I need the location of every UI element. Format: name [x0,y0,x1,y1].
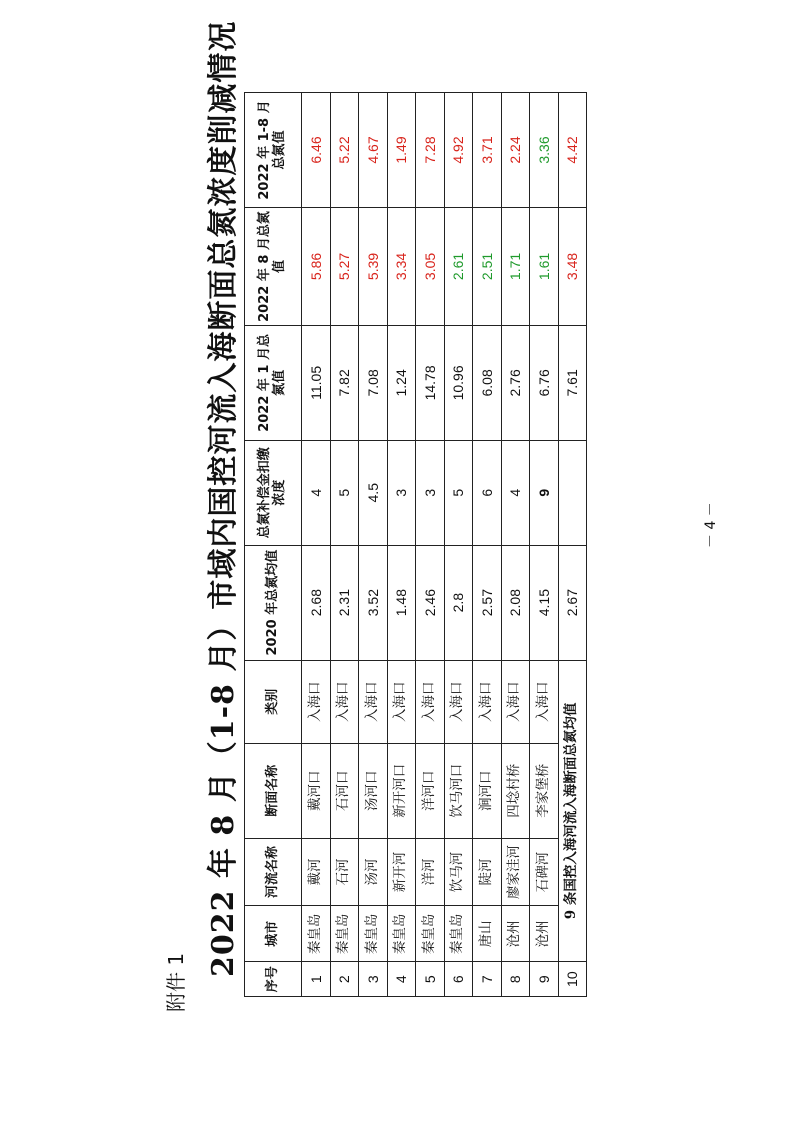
cell-avg2020: 2.68 [302,545,331,660]
cell-type: 入海口 [416,660,445,743]
cell-jan2022: 1.24 [387,325,416,440]
cell-city: 秦皇岛 [330,906,359,962]
cell-section: 洋河口 [416,743,445,838]
cell-no: 5 [416,962,445,997]
cell-river: 饮马河 [444,838,473,906]
header-river: 河流名称 [245,838,302,906]
cell-compensation: 5 [330,440,359,545]
cell-avg2020: 1.48 [387,545,416,660]
cell-no: 2 [330,962,359,997]
cell-ytd2022: 2.24 [501,93,530,208]
header-type: 类别 [245,660,302,743]
cell-river: 戴河 [302,838,331,906]
cell-compensation: 3 [387,440,416,545]
cell-type: 入海口 [330,660,359,743]
cell-aug2022: 1.61 [530,208,559,326]
header-ytd2022: 2022 年 1-8 月总氮值 [245,93,302,208]
cell-avg2020: 2.08 [501,545,530,660]
cell-compensation: 5 [444,440,473,545]
summary-aug2022: 3.48 [558,208,587,326]
cell-jan2022: 7.08 [359,325,388,440]
cell-section: 李家堡桥 [530,743,559,838]
cell-aug2022: 3.05 [416,208,445,326]
header-city: 城市 [245,906,302,962]
page-number: － 4 － [703,502,719,548]
summary-row [558,93,587,997]
cell-jan2022: 6.76 [530,325,559,440]
summary-compensation [558,440,587,545]
cell-aug2022: 5.86 [302,208,331,326]
header-compensation: 总氮补偿金扣缴浓度 [245,440,302,545]
cell-ytd2022: 1.49 [387,93,416,208]
summary-avg2020: 2.67 [558,545,587,660]
cell-aug2022: 5.27 [330,208,359,326]
cell-no: 7 [473,962,502,997]
table-row [501,93,530,997]
table-body [302,93,587,997]
nitrogen-reduction-table [244,92,587,997]
cell-section: 戴河口 [302,743,331,838]
cell-jan2022: 2.76 [501,325,530,440]
cell-ytd2022: 5.22 [330,93,359,208]
cell-avg2020: 2.57 [473,545,502,660]
cell-type: 入海口 [302,660,331,743]
table-row [387,93,416,997]
cell-no: 6 [444,962,473,997]
table-row [530,93,559,997]
cell-aug2022: 1.71 [501,208,530,326]
cell-aug2022: 2.51 [473,208,502,326]
cell-compensation: 3 [416,440,445,545]
rotated-page-content [160,20,780,1012]
header-avg2020: 2020 年总氮均值 [245,545,302,660]
table-row [302,93,331,997]
table-row [330,93,359,997]
cell-river: 廖家洼河 [501,838,530,906]
cell-compensation: 4 [501,440,530,545]
cell-avg2020: 2.46 [416,545,445,660]
cell-ytd2022: 3.36 [530,93,559,208]
cell-aug2022: 2.61 [444,208,473,326]
cell-type: 入海口 [530,660,559,743]
cell-no: 9 [530,962,559,997]
summary-jan2022: 7.61 [558,325,587,440]
cell-aug2022: 3.34 [387,208,416,326]
cell-compensation: 9 [530,440,559,545]
cell-section: 四埝村桥 [501,743,530,838]
header-no: 序号 [245,962,302,997]
cell-ytd2022: 6.46 [302,93,331,208]
cell-city: 秦皇岛 [359,906,388,962]
table-row [473,93,502,997]
cell-type: 入海口 [473,660,502,743]
cell-jan2022: 14.78 [416,325,445,440]
cell-jan2022: 10.96 [444,325,473,440]
cell-compensation: 6 [473,440,502,545]
cell-city: 秦皇岛 [444,906,473,962]
cell-type: 入海口 [359,660,388,743]
summary-ytd2022: 4.42 [558,93,587,208]
summary-label: 9 条国控入海河流入海断面总氮均值 [558,660,587,962]
cell-city: 沧州 [501,906,530,962]
cell-ytd2022: 3.71 [473,93,502,208]
cell-river: 石碑河 [530,838,559,906]
cell-section: 饮马河口 [444,743,473,838]
attachment-label: 附件 1 [164,952,188,1012]
cell-ytd2022: 7.28 [416,93,445,208]
cell-avg2020: 3.52 [359,545,388,660]
cell-avg2020: 2.31 [330,545,359,660]
cell-avg2020: 4.15 [530,545,559,660]
cell-aug2022: 5.39 [359,208,388,326]
cell-city: 秦皇岛 [302,906,331,962]
cell-jan2022: 11.05 [302,325,331,440]
table-row [359,93,388,997]
cell-city: 秦皇岛 [416,906,445,962]
table-row [416,93,445,997]
cell-city: 秦皇岛 [387,906,416,962]
cell-river: 石河 [330,838,359,906]
cell-jan2022: 7.82 [330,325,359,440]
cell-city: 唐山 [473,906,502,962]
cell-ytd2022: 4.92 [444,93,473,208]
cell-ytd2022: 4.67 [359,93,388,208]
cell-type: 入海口 [501,660,530,743]
table-header-row [245,93,302,997]
cell-city: 沧州 [530,906,559,962]
header-jan2022: 2022 年 1 月总氮值 [245,325,302,440]
cell-section: 石河口 [330,743,359,838]
cell-river: 陡河 [473,838,502,906]
header-aug2022: 2022 年 8 月总氮值 [245,208,302,326]
cell-river: 洋河 [416,838,445,906]
header-section: 断面名称 [245,743,302,838]
cell-no: 8 [501,962,530,997]
page-title: 2022 年 8 月（1-8 月）市域内国控河流入海断面总氮浓度削减情况 [206,20,241,977]
cell-section: 涧河口 [473,743,502,838]
cell-compensation: 4 [302,440,331,545]
cell-compensation: 4.5 [359,440,388,545]
cell-type: 入海口 [444,660,473,743]
cell-type: 入海口 [387,660,416,743]
cell-river: 汤河 [359,838,388,906]
cell-jan2022: 6.08 [473,325,502,440]
table-row [444,93,473,997]
cell-river: 新开河 [387,838,416,906]
cell-no: 4 [387,962,416,997]
cell-no: 3 [359,962,388,997]
cell-section: 汤河口 [359,743,388,838]
cell-no: 10 [558,962,587,997]
cell-section: 新开河口 [387,743,416,838]
cell-avg2020: 2.8 [444,545,473,660]
cell-no: 1 [302,962,331,997]
